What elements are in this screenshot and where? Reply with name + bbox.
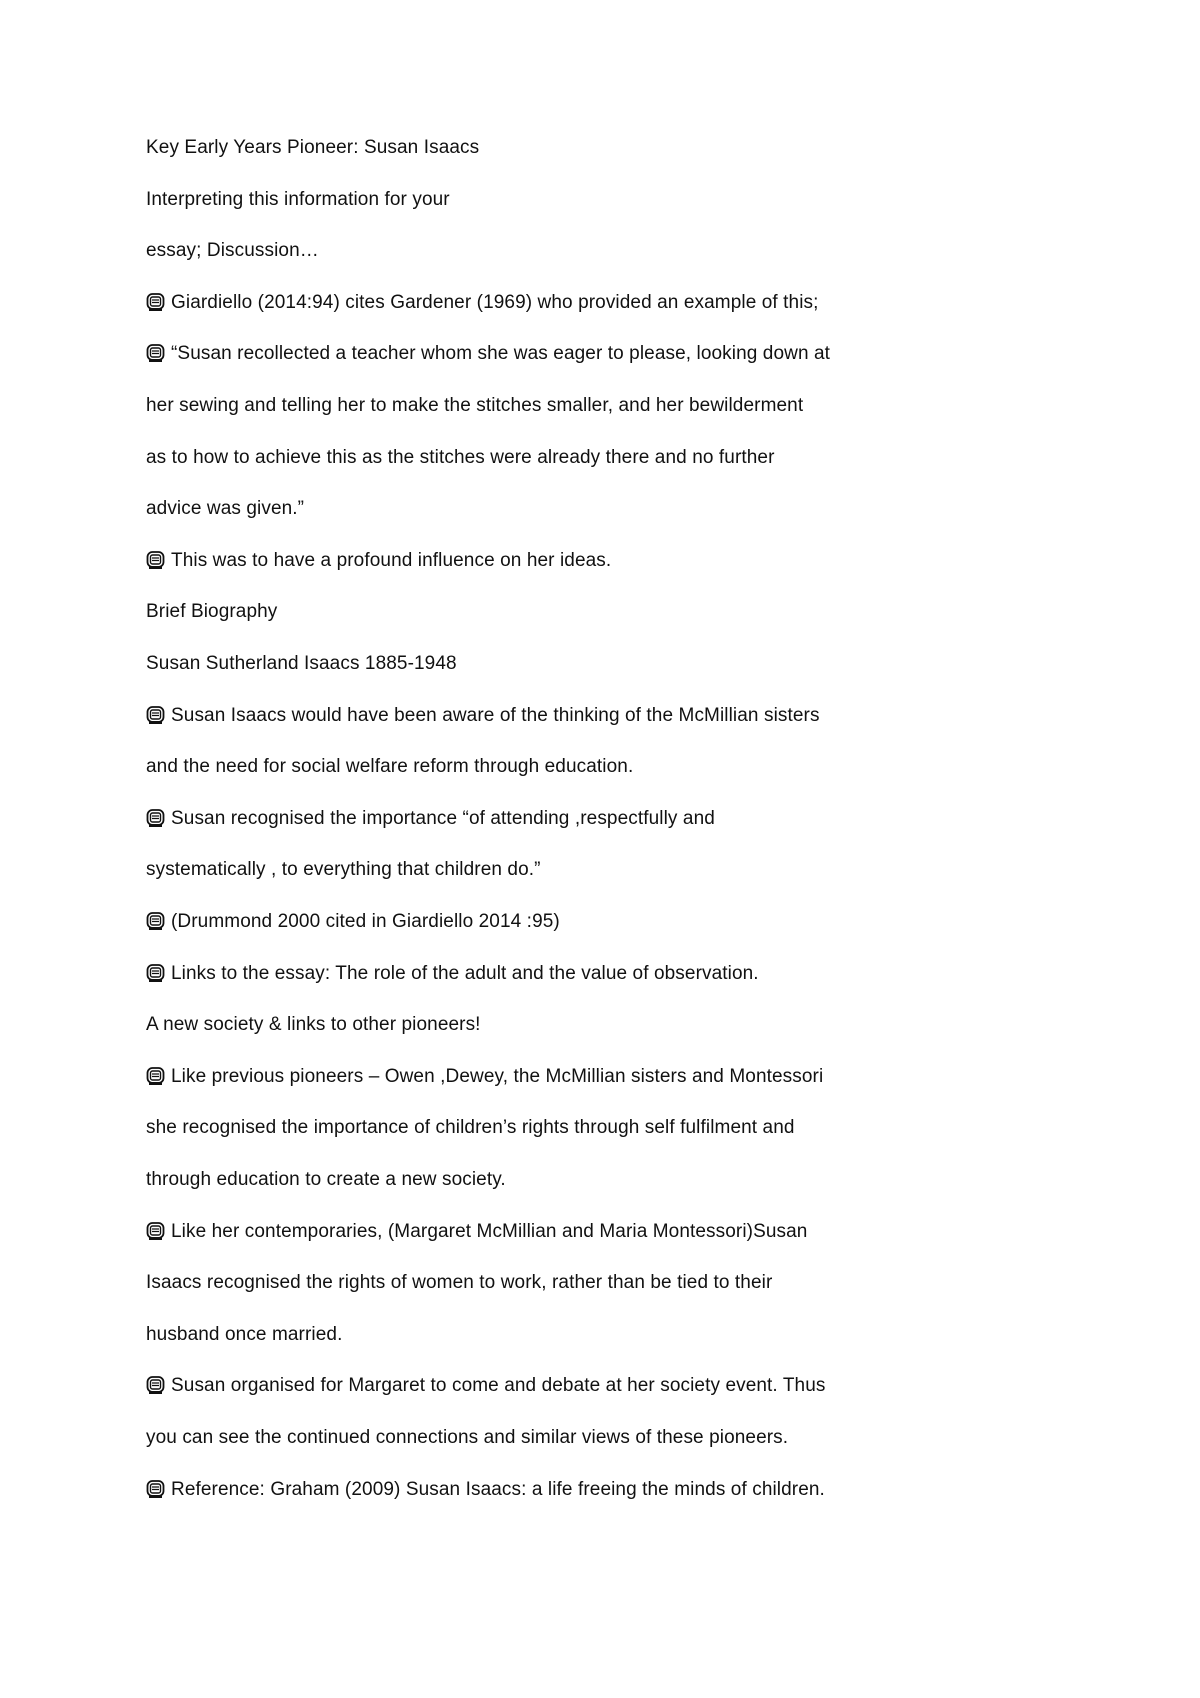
- line-text: Like previous pioneers – Owen ,Dewey, the McMillian sisters and Montessori: [171, 1066, 824, 1087]
- line-text: Key Early Years Pioneer: Susan Isaacs: [146, 137, 480, 158]
- line-text: Susan organised for Margaret to come and debate at her society event. Thus: [171, 1375, 826, 1396]
- document-line: [146, 1426, 788, 1450]
- document-line: [146, 704, 820, 728]
- placeholder-glyph-icon: [146, 1375, 165, 1395]
- document-line: [146, 755, 633, 779]
- line-text: Susan recognised the importance “of attending ,respectfully and: [171, 808, 715, 829]
- placeholder-glyph-icon: [146, 808, 165, 828]
- line-text: you can see the continued connections and similar views of these pioneers.: [146, 1427, 789, 1448]
- document-line: [146, 1116, 795, 1140]
- document-line: [146, 1065, 823, 1089]
- line-text: Interpreting this information for your: [146, 189, 450, 210]
- line-text: and the need for social welfare reform through education.: [146, 756, 634, 777]
- document-line: [146, 652, 457, 676]
- document-line: [146, 962, 759, 986]
- line-text: systematically , to everything that children do.”: [146, 859, 541, 880]
- document-line: [146, 807, 715, 831]
- line-text: Giardiello (2014:94) cites Gardener (1969) who provided an example of this;: [171, 292, 819, 313]
- document-line: [146, 291, 819, 315]
- placeholder-glyph-icon: [146, 550, 165, 570]
- line-text: husband once married.: [146, 1324, 343, 1345]
- line-text: “Susan recollected a teacher whom she was eager to please, looking down at: [171, 343, 831, 364]
- document-line: [146, 394, 803, 418]
- document-line: [146, 1323, 342, 1347]
- document-line: [146, 1013, 481, 1037]
- line-text: through education to create a new society.: [146, 1169, 506, 1190]
- document-line: [146, 549, 611, 573]
- document-line: [146, 188, 450, 212]
- line-text: This was to have a profound influence on her ideas.: [171, 550, 612, 571]
- document-line: [146, 1220, 807, 1244]
- placeholder-glyph-icon: [146, 292, 165, 312]
- line-text: Isaacs recognised the rights of women to work, rather than be tied to their: [146, 1272, 773, 1293]
- document-line: [146, 1478, 825, 1502]
- document-line: [146, 1374, 826, 1398]
- document-line: [146, 600, 277, 624]
- document-line: [146, 1271, 772, 1295]
- placeholder-glyph-icon: [146, 343, 165, 363]
- line-text: Brief Biography: [146, 601, 278, 622]
- placeholder-glyph-icon: [146, 963, 165, 983]
- placeholder-glyph-icon: [146, 705, 165, 725]
- line-text: Susan Isaacs would have been aware of the thinking of the McMillian sisters: [171, 705, 820, 726]
- placeholder-glyph-icon: [146, 911, 165, 931]
- document-line: [146, 342, 830, 366]
- document-line: [146, 910, 560, 934]
- line-text: Reference: Graham (2009) Susan Isaacs: a life freeing the minds of children.: [171, 1479, 825, 1500]
- placeholder-glyph-icon: [146, 1221, 165, 1241]
- line-text: Susan Sutherland Isaacs 1885-1948: [146, 653, 457, 674]
- line-text: (Drummond 2000 cited in Giardiello 2014 :95): [171, 911, 560, 932]
- line-text: advice was given.”: [146, 498, 305, 519]
- document-line: [146, 858, 541, 882]
- line-text: she recognised the importance of children’s rights through self fulfilment and: [146, 1117, 795, 1138]
- placeholder-glyph-icon: [146, 1479, 165, 1499]
- document-line: [146, 1168, 506, 1192]
- placeholder-glyph-icon: [146, 1066, 165, 1086]
- document-line: [146, 136, 479, 160]
- line-text: essay; Discussion…: [146, 240, 319, 261]
- line-text: her sewing and telling her to make the stitches smaller, and her bewilderment: [146, 395, 804, 416]
- line-text: A new society & links to other pioneers!: [146, 1014, 481, 1035]
- document-line: [146, 239, 319, 263]
- line-text: as to how to achieve this as the stitches were already there and no further: [146, 447, 775, 468]
- line-text: Links to the essay: The role of the adult and the value of observation.: [171, 963, 759, 984]
- document-line: [146, 497, 304, 521]
- document-line: [146, 446, 775, 470]
- line-text: Like her contemporaries, (Margaret McMillian and Maria Montessori)Susan: [171, 1221, 808, 1242]
